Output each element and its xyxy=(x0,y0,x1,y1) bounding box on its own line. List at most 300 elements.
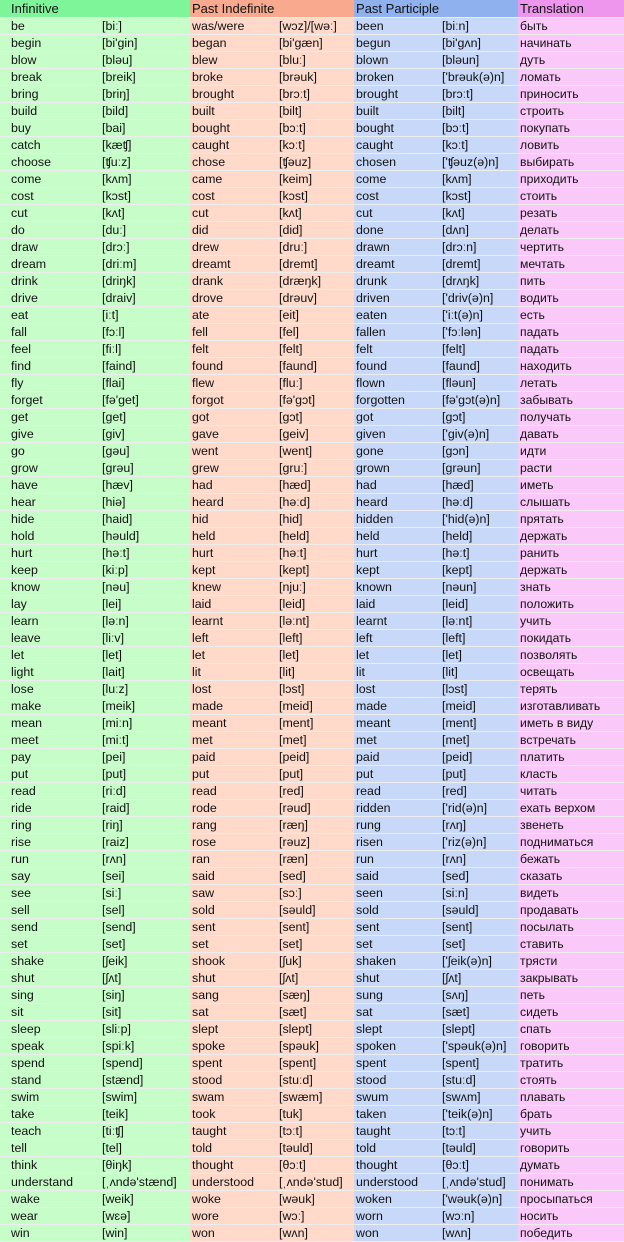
past-indefinite-transcription-cell: [lit] xyxy=(277,664,354,681)
infinitive-transcription-cell: [duː] xyxy=(100,222,190,239)
past-indefinite-cell: shut xyxy=(190,970,277,987)
row-spacer xyxy=(0,545,9,562)
translation-cell: брать xyxy=(518,1106,624,1123)
table-row xyxy=(0,477,624,494)
past-participle-transcription-cell: [gɔt] xyxy=(440,409,518,426)
past-participle-transcription-cell: [fə'gɔt(ə)n] xyxy=(440,392,518,409)
table-row xyxy=(0,1208,624,1225)
past-indefinite-cell: dreamt xyxy=(190,256,277,273)
past-indefinite-cell: lit xyxy=(190,664,277,681)
infinitive-cell: shake xyxy=(9,953,100,970)
past-indefinite-cell: sat xyxy=(190,1004,277,1021)
infinitive-cell: drive xyxy=(9,290,100,307)
infinitive-cell: do xyxy=(9,222,100,239)
table-row xyxy=(0,409,624,426)
header-spacer xyxy=(0,0,9,18)
translation-cell: получать xyxy=(518,409,624,426)
infinitive-transcription-cell: [kæʧ] xyxy=(100,137,190,154)
infinitive-cell: wake xyxy=(9,1191,100,1208)
infinitive-cell: have xyxy=(9,477,100,494)
translation-cell: падать xyxy=(518,341,624,358)
infinitive-cell: read xyxy=(9,783,100,800)
past-participle-cell: fallen xyxy=(354,324,440,341)
past-participle-transcription-cell: ['iːt(ə)n] xyxy=(440,307,518,324)
row-spacer xyxy=(0,154,9,171)
infinitive-transcription-cell: [faind] xyxy=(100,358,190,375)
table-row xyxy=(0,817,624,834)
past-indefinite-cell: set xyxy=(190,936,277,953)
past-participle-transcription-cell: ['driv(ə)n] xyxy=(440,290,518,307)
infinitive-transcription-cell: [weik] xyxy=(100,1191,190,1208)
verb-list xyxy=(0,18,624,1242)
table-row xyxy=(0,698,624,715)
table-row xyxy=(0,885,624,902)
translation-cell: падать xyxy=(518,324,624,341)
past-indefinite-cell: heard xyxy=(190,494,277,511)
past-indefinite-transcription-cell: [ˌʌndə'stud] xyxy=(277,1174,354,1191)
row-spacer xyxy=(0,1055,9,1072)
past-indefinite-cell: caught xyxy=(190,137,277,154)
past-indefinite-cell: said xyxy=(190,868,277,885)
infinitive-cell: shut xyxy=(9,970,100,987)
translation-cell: чертить xyxy=(518,239,624,256)
translation-cell: говорить xyxy=(518,1038,624,1055)
infinitive-cell: send xyxy=(9,919,100,936)
infinitive-cell: see xyxy=(9,885,100,902)
infinitive-cell: spend xyxy=(9,1055,100,1072)
infinitive-transcription-cell: [tel] xyxy=(100,1140,190,1157)
header-past-indefinite: Past Indefinite xyxy=(190,0,354,18)
row-spacer xyxy=(0,749,9,766)
past-indefinite-cell: lost xyxy=(190,681,277,698)
infinitive-cell: drink xyxy=(9,273,100,290)
past-participle-transcription-cell: ['spəuk(ə)n] xyxy=(440,1038,518,1055)
past-participle-transcription-cell: [ləːnt] xyxy=(440,613,518,630)
past-indefinite-cell: laid xyxy=(190,596,277,613)
past-participle-cell: sat xyxy=(354,1004,440,1021)
past-indefinite-transcription-cell: [faund] xyxy=(277,358,354,375)
past-participle-cell: begun xyxy=(354,35,440,52)
past-participle-cell: come xyxy=(354,171,440,188)
infinitive-transcription-cell: [sit] xyxy=(100,1004,190,1021)
translation-cell: держать xyxy=(518,562,624,579)
past-indefinite-transcription-cell: [dræŋk] xyxy=(277,273,354,290)
infinitive-transcription-cell: [get] xyxy=(100,409,190,426)
row-spacer xyxy=(0,1072,9,1089)
infinitive-transcription-cell: [riŋ] xyxy=(100,817,190,834)
translation-cell: летать xyxy=(518,375,624,392)
row-spacer xyxy=(0,358,9,375)
row-spacer xyxy=(0,103,9,120)
row-spacer xyxy=(0,1106,9,1123)
table-row xyxy=(0,375,624,392)
past-indefinite-cell: spoke xyxy=(190,1038,277,1055)
past-participle-transcription-cell: [ʃʌt] xyxy=(440,970,518,987)
table-row xyxy=(0,579,624,596)
past-indefinite-transcription-cell: [let] xyxy=(277,647,354,664)
past-participle-transcription-cell: [bilt] xyxy=(440,103,518,120)
past-indefinite-transcription-cell: [put] xyxy=(277,766,354,783)
infinitive-cell: draw xyxy=(9,239,100,256)
past-participle-cell: understood xyxy=(354,1174,440,1191)
infinitive-cell: swim xyxy=(9,1089,100,1106)
infinitive-transcription-cell: [lait] xyxy=(100,664,190,681)
row-spacer xyxy=(0,630,9,647)
infinitive-cell: sell xyxy=(9,902,100,919)
past-indefinite-transcription-cell: [fə'gɔt] xyxy=(277,392,354,409)
translation-cell: звенеть xyxy=(518,817,624,834)
row-spacer xyxy=(0,1208,9,1225)
infinitive-transcription-cell: [bild] xyxy=(100,103,190,120)
infinitive-cell: ring xyxy=(9,817,100,834)
table-row xyxy=(0,868,624,885)
past-participle-transcription-cell: [set] xyxy=(440,936,518,953)
past-participle-transcription-cell: ['teik(ə)n] xyxy=(440,1106,518,1123)
past-indefinite-transcription-cell: [spəuk] xyxy=(277,1038,354,1055)
infinitive-cell: know xyxy=(9,579,100,596)
past-participle-transcription-cell: [biːn] xyxy=(440,18,518,35)
past-indefinite-transcription-cell: [həːd] xyxy=(277,494,354,511)
infinitive-transcription-cell: [let] xyxy=(100,647,190,664)
past-indefinite-cell: learnt xyxy=(190,613,277,630)
infinitive-transcription-cell: [luːz] xyxy=(100,681,190,698)
past-indefinite-cell: began xyxy=(190,35,277,52)
translation-cell: думать xyxy=(518,1157,624,1174)
translation-cell: забывать xyxy=(518,392,624,409)
past-participle-cell: blown xyxy=(354,52,440,69)
infinitive-transcription-cell: [stænd] xyxy=(100,1072,190,1089)
table-row xyxy=(0,426,624,443)
infinitive-transcription-cell: [draiv] xyxy=(100,290,190,307)
past-participle-cell: worn xyxy=(354,1208,440,1225)
past-indefinite-transcription-cell: [fel] xyxy=(277,324,354,341)
past-participle-transcription-cell: [slept] xyxy=(440,1021,518,1038)
past-indefinite-cell: chose xyxy=(190,154,277,171)
translation-cell: трясти xyxy=(518,953,624,970)
past-participle-transcription-cell: [kɔːt] xyxy=(440,137,518,154)
table-row xyxy=(0,188,624,205)
infinitive-cell: sleep xyxy=(9,1021,100,1038)
translation-cell: слышать xyxy=(518,494,624,511)
past-indefinite-transcription-cell: [ʃʌt] xyxy=(277,970,354,987)
translation-cell: стоить xyxy=(518,188,624,205)
infinitive-transcription-cell: [flai] xyxy=(100,375,190,392)
translation-cell: тратить xyxy=(518,1055,624,1072)
row-spacer xyxy=(0,596,9,613)
past-indefinite-transcription-cell: [met] xyxy=(277,732,354,749)
row-spacer xyxy=(0,477,9,494)
past-participle-cell: been xyxy=(354,18,440,35)
past-indefinite-cell: let xyxy=(190,647,277,664)
past-participle-cell: lit xyxy=(354,664,440,681)
row-spacer xyxy=(0,681,9,698)
row-spacer xyxy=(0,86,9,103)
infinitive-cell: learn xyxy=(9,613,100,630)
past-participle-transcription-cell: [lɔst] xyxy=(440,681,518,698)
infinitive-cell: run xyxy=(9,851,100,868)
infinitive-transcription-cell: [swim] xyxy=(100,1089,190,1106)
past-participle-transcription-cell: [wʌn] xyxy=(440,1225,518,1242)
past-participle-transcription-cell: [bləun] xyxy=(440,52,518,69)
past-participle-cell: hidden xyxy=(354,511,440,528)
past-participle-transcription-cell: [peid] xyxy=(440,749,518,766)
infinitive-transcription-cell: [rʌn] xyxy=(100,851,190,868)
row-spacer xyxy=(0,409,9,426)
past-indefinite-transcription-cell: [səuld] xyxy=(277,902,354,919)
infinitive-transcription-cell: [miːn] xyxy=(100,715,190,732)
infinitive-transcription-cell: [nəu] xyxy=(100,579,190,596)
past-indefinite-cell: drank xyxy=(190,273,277,290)
past-participle-cell: drawn xyxy=(354,239,440,256)
past-participle-cell: risen xyxy=(354,834,440,851)
infinitive-cell: win xyxy=(9,1225,100,1242)
past-participle-cell: sung xyxy=(354,987,440,1004)
past-participle-cell: known xyxy=(354,579,440,596)
translation-cell: водить xyxy=(518,290,624,307)
past-indefinite-transcription-cell: [spent] xyxy=(277,1055,354,1072)
past-indefinite-cell: saw xyxy=(190,885,277,902)
past-indefinite-cell: went xyxy=(190,443,277,460)
past-participle-cell: lost xyxy=(354,681,440,698)
row-spacer xyxy=(0,936,9,953)
table-row xyxy=(0,35,624,52)
past-indefinite-cell: took xyxy=(190,1106,277,1123)
past-participle-transcription-cell: [drɔːn] xyxy=(440,239,518,256)
past-indefinite-transcription-cell: [tuk] xyxy=(277,1106,354,1123)
table-row xyxy=(0,545,624,562)
past-indefinite-transcription-cell: [set] xyxy=(277,936,354,953)
row-spacer xyxy=(0,664,9,681)
translation-cell: ранить xyxy=(518,545,624,562)
past-participle-cell: set xyxy=(354,936,440,953)
row-spacer xyxy=(0,987,9,1004)
past-participle-transcription-cell: [leid] xyxy=(440,596,518,613)
infinitive-cell: begin xyxy=(9,35,100,52)
past-participle-cell: met xyxy=(354,732,440,749)
infinitive-transcription-cell: [teik] xyxy=(100,1106,190,1123)
translation-cell: просыпаться xyxy=(518,1191,624,1208)
past-indefinite-cell: forgot xyxy=(190,392,277,409)
past-participle-cell: woken xyxy=(354,1191,440,1208)
past-participle-cell: stood xyxy=(354,1072,440,1089)
infinitive-cell: pay xyxy=(9,749,100,766)
table-row xyxy=(0,919,624,936)
table-row xyxy=(0,358,624,375)
row-spacer xyxy=(0,885,9,902)
past-participle-transcription-cell: [θɔːt] xyxy=(440,1157,518,1174)
past-participle-cell: drunk xyxy=(354,273,440,290)
row-spacer xyxy=(0,171,9,188)
infinitive-transcription-cell: [driŋk] xyxy=(100,273,190,290)
table-row xyxy=(0,86,624,103)
infinitive-transcription-cell: [θiŋk] xyxy=(100,1157,190,1174)
table-row xyxy=(0,1225,624,1242)
infinitive-cell: ride xyxy=(9,800,100,817)
translation-cell: резать xyxy=(518,205,624,222)
past-participle-transcription-cell: [left] xyxy=(440,630,518,647)
past-participle-transcription-cell: [səuld] xyxy=(440,902,518,919)
infinitive-cell: make xyxy=(9,698,100,715)
past-participle-cell: brought xyxy=(354,86,440,103)
infinitive-transcription-cell: [giv] xyxy=(100,426,190,443)
past-indefinite-transcription-cell: [geiv] xyxy=(277,426,354,443)
row-spacer xyxy=(0,834,9,851)
row-spacer xyxy=(0,18,9,35)
infinitive-transcription-cell: [raid] xyxy=(100,800,190,817)
translation-cell: петь xyxy=(518,987,624,1004)
past-indefinite-transcription-cell: [njuː] xyxy=(277,579,354,596)
infinitive-transcription-cell: [bai] xyxy=(100,120,190,137)
past-participle-cell: driven xyxy=(354,290,440,307)
row-spacer xyxy=(0,460,9,477)
translation-cell: иметь в виду xyxy=(518,715,624,732)
translation-cell: платить xyxy=(518,749,624,766)
past-participle-transcription-cell: ['hid(ə)n] xyxy=(440,511,518,528)
translation-cell: приносить xyxy=(518,86,624,103)
table-row xyxy=(0,1140,624,1157)
row-spacer xyxy=(0,647,9,664)
translation-cell: подниматься xyxy=(518,834,624,851)
past-participle-cell: cut xyxy=(354,205,440,222)
table-row xyxy=(0,800,624,817)
past-indefinite-cell: woke xyxy=(190,1191,277,1208)
past-indefinite-cell: sold xyxy=(190,902,277,919)
infinitive-transcription-cell: [put] xyxy=(100,766,190,783)
infinitive-transcription-cell: [send] xyxy=(100,919,190,936)
row-spacer xyxy=(0,1089,9,1106)
past-participle-cell: made xyxy=(354,698,440,715)
past-indefinite-cell: put xyxy=(190,766,277,783)
infinitive-cell: fall xyxy=(9,324,100,341)
past-participle-transcription-cell: ['brəuk(ə)n] xyxy=(440,69,518,86)
translation-cell: положить xyxy=(518,596,624,613)
past-indefinite-cell: bought xyxy=(190,120,277,137)
translation-cell: расти xyxy=(518,460,624,477)
table-row xyxy=(0,494,624,511)
past-participle-cell: learnt xyxy=(354,613,440,630)
past-participle-transcription-cell: [kʌm] xyxy=(440,171,518,188)
translation-cell: посылать xyxy=(518,919,624,936)
row-spacer xyxy=(0,35,9,52)
infinitive-transcription-cell: [spend] xyxy=(100,1055,190,1072)
past-participle-cell: run xyxy=(354,851,440,868)
past-participle-transcription-cell: [kʌt] xyxy=(440,205,518,222)
infinitive-transcription-cell: [gəu] xyxy=(100,443,190,460)
translation-cell: ехать верхом xyxy=(518,800,624,817)
past-indefinite-cell: hurt xyxy=(190,545,277,562)
row-spacer xyxy=(0,392,9,409)
table-row xyxy=(0,511,624,528)
table-row xyxy=(0,613,624,630)
past-participle-cell: laid xyxy=(354,596,440,613)
past-indefinite-transcription-cell: [fluː] xyxy=(277,375,354,392)
past-participle-transcription-cell: [swʌm] xyxy=(440,1089,518,1106)
past-participle-cell: said xyxy=(354,868,440,885)
row-spacer xyxy=(0,222,9,239)
past-participle-cell: built xyxy=(354,103,440,120)
infinitive-transcription-cell: [sliːp] xyxy=(100,1021,190,1038)
infinitive-cell: come xyxy=(9,171,100,188)
past-indefinite-transcription-cell: [swæm] xyxy=(277,1089,354,1106)
infinitive-cell: hurt xyxy=(9,545,100,562)
past-indefinite-transcription-cell: [bɔːt] xyxy=(277,120,354,137)
infinitive-transcription-cell: [həuld] xyxy=(100,528,190,545)
table-row xyxy=(0,630,624,647)
table-row xyxy=(0,647,624,664)
past-participle-transcription-cell: [meid] xyxy=(440,698,518,715)
translation-cell: давать xyxy=(518,426,624,443)
past-participle-transcription-cell: [dremt] xyxy=(440,256,518,273)
infinitive-transcription-cell: [miːt] xyxy=(100,732,190,749)
infinitive-cell: lay xyxy=(9,596,100,613)
infinitive-cell: speak xyxy=(9,1038,100,1055)
infinitive-cell: sing xyxy=(9,987,100,1004)
table-row xyxy=(0,1123,624,1140)
past-participle-transcription-cell: [lit] xyxy=(440,664,518,681)
past-indefinite-cell: told xyxy=(190,1140,277,1157)
infinitive-cell: wear xyxy=(9,1208,100,1225)
translation-cell: говорить xyxy=(518,1140,624,1157)
table-row xyxy=(0,970,624,987)
past-participle-cell: let xyxy=(354,647,440,664)
row-spacer xyxy=(0,1004,9,1021)
infinitive-transcription-cell: [ˌʌndə'stænd] xyxy=(100,1174,190,1191)
table-row xyxy=(0,171,624,188)
past-indefinite-cell: gave xyxy=(190,426,277,443)
past-participle-cell: cost xyxy=(354,188,440,205)
past-indefinite-transcription-cell: [lɔst] xyxy=(277,681,354,698)
infinitive-transcription-cell: [set] xyxy=(100,936,190,953)
past-indefinite-transcription-cell: [ʃuk] xyxy=(277,953,354,970)
table-row xyxy=(0,222,624,239)
table-row xyxy=(0,205,624,222)
table-row xyxy=(0,256,624,273)
row-spacer xyxy=(0,426,9,443)
past-participle-cell: held xyxy=(354,528,440,545)
infinitive-transcription-cell: [kiːp] xyxy=(100,562,190,579)
row-spacer xyxy=(0,69,9,86)
past-participle-cell: won xyxy=(354,1225,440,1242)
past-indefinite-transcription-cell: [bi'gæn] xyxy=(277,35,354,52)
past-indefinite-cell: hid xyxy=(190,511,277,528)
past-participle-cell: felt xyxy=(354,341,440,358)
past-indefinite-transcription-cell: [kʌt] xyxy=(277,205,354,222)
infinitive-transcription-cell: [ʃeik] xyxy=(100,953,190,970)
translation-cell: класть xyxy=(518,766,624,783)
past-indefinite-cell: grew xyxy=(190,460,277,477)
infinitive-cell: bring xyxy=(9,86,100,103)
table-row xyxy=(0,681,624,698)
past-indefinite-cell: understood xyxy=(190,1174,277,1191)
row-spacer xyxy=(0,307,9,324)
past-participle-transcription-cell: [held] xyxy=(440,528,518,545)
past-indefinite-transcription-cell: [θɔːt] xyxy=(277,1157,354,1174)
past-indefinite-transcription-cell: [təuld] xyxy=(277,1140,354,1157)
translation-cell: читать xyxy=(518,783,624,800)
past-indefinite-transcription-cell: [kɔːt] xyxy=(277,137,354,154)
row-spacer xyxy=(0,732,9,749)
row-spacer xyxy=(0,528,9,545)
row-spacer xyxy=(0,188,9,205)
past-indefinite-cell: held xyxy=(190,528,277,545)
past-indefinite-transcription-cell: [ləːnt] xyxy=(277,613,354,630)
table-row xyxy=(0,52,624,69)
infinitive-cell: hear xyxy=(9,494,100,511)
translation-cell: ставить xyxy=(518,936,624,953)
past-participle-transcription-cell: [spent] xyxy=(440,1055,518,1072)
past-indefinite-cell: came xyxy=(190,171,277,188)
infinitive-transcription-cell: [wɛə] xyxy=(100,1208,190,1225)
